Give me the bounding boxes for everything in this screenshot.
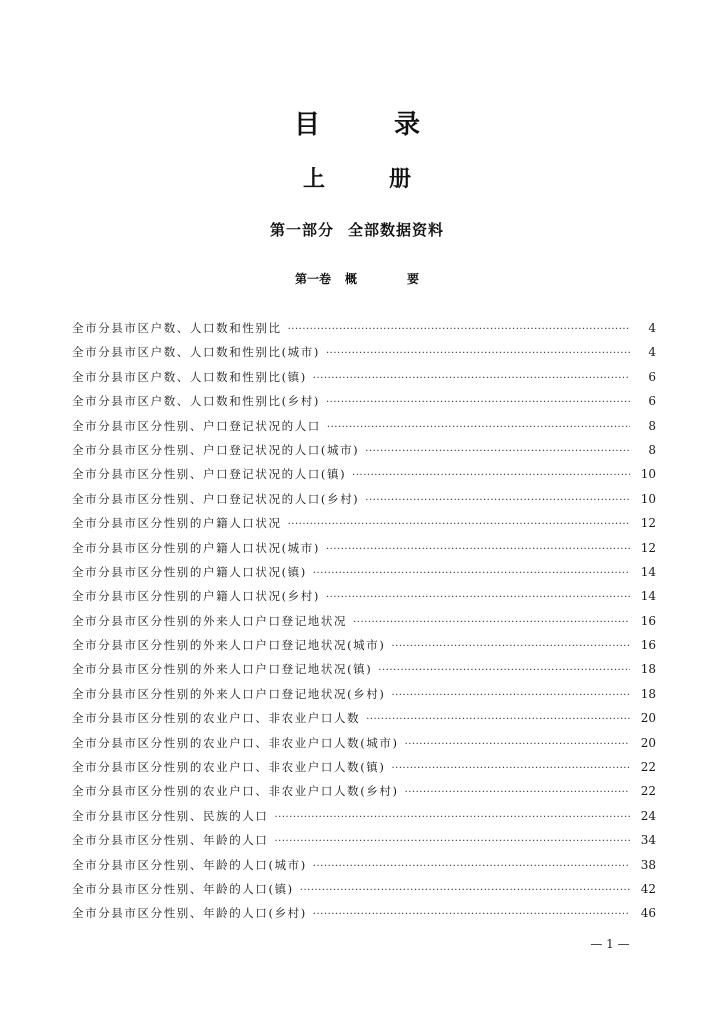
toc-entry-page: 8 [648,442,656,457]
toc-entry[interactable] [72,536,656,560]
toc-entry-title: 全市分县市区分性别的外来人口户口登记地状况(乡村) [72,686,386,701]
toc-entry[interactable] [72,731,656,755]
toc-leader-dots [326,538,630,562]
toc-entry-page: 4 [648,321,656,335]
part-title-number: 第一部分 [269,221,334,239]
toc-entry-title: 全市分县市区分性别、户口登记状况的人口 [72,418,321,433]
toc-entry[interactable] [72,511,656,535]
toc-entry-title: 全市分县市区分性别的农业户口、非农业户口人数(乡村) [72,784,399,799]
volume-title-char-1: 上 [302,167,325,192]
toc-entry-title: 全市分县市区分性别的农业户口、非农业户口人数 [72,711,361,726]
toc-title-char-2: 录 [393,110,420,140]
toc-leader-dots [313,367,630,391]
toc-entry-title: 全市分县市区分性别的户籍人口状况(镇) [72,564,307,579]
toc-entry-title: 全市分县市区分性别、年龄的人口 [72,833,269,848]
toc-entry-title: 全市分县市区户数、人口数和性别比(乡村) [72,394,320,409]
toc-leader-dots [391,684,630,708]
toc-entry-page: 22 [640,760,656,775]
toc-leader-dots [300,879,630,903]
toc-entry[interactable] [72,560,656,584]
toc-entry-title: 全市分县市区分性别、年龄的人口(城市) [72,857,307,872]
part-title [0,219,714,240]
chapter-title-char-1: 概 [344,272,357,286]
toc-entry[interactable] [72,779,656,803]
toc-leader-dots [366,708,630,732]
toc-leader-dots [405,781,630,805]
toc-entry[interactable] [72,365,656,389]
toc-entry-page: 10 [640,491,656,506]
toc-entry[interactable] [72,877,656,901]
toc-entry-title: 全市分县市区户数、人口数和性别比(城市) [72,345,320,360]
toc-leader-dots [391,635,630,659]
toc-entry-page: 18 [640,686,656,701]
toc-entry-title: 全市分县市区分性别、年龄的人口(镇) [72,881,294,896]
toc-leader-dots [326,391,630,415]
chapter-title [0,270,714,287]
toc-entry-title: 全市分县市区分性别、民族的人口 [72,808,269,823]
toc-entry-title: 全市分县市区分性别、户口登记状况的人口(城市) [72,442,360,457]
toc-entry-page: 4 [648,345,656,360]
toc-entry[interactable] [72,901,656,925]
toc-entry[interactable] [72,316,656,340]
toc-leader-dots [326,586,630,610]
toc-entry[interactable] [72,853,656,877]
toc-entry-title: 全市分县市区户数、人口数和性别比 [72,321,282,335]
toc-entry[interactable] [72,389,656,413]
toc-entry-title: 全市分县市区分性别的农业户口、非农业户口人数(城市) [72,735,399,750]
toc-entry[interactable] [72,828,656,852]
toc-entry[interactable] [72,462,656,486]
toc-entry-page: 6 [648,369,656,384]
toc-leader-dots [288,513,630,537]
toc-leader-dots [326,342,630,366]
toc-leader-dots [365,440,630,464]
toc-leader-dots [288,318,630,342]
toc-title [0,104,714,141]
toc-entry-page: 12 [640,540,656,555]
toc-entry-title: 全市分县市区分性别、年龄的人口(乡村) [72,906,307,921]
toc-entry-title: 全市分县市区分性别、户口登记状况的人口(镇) [72,467,347,482]
toc-entry[interactable] [72,340,656,364]
toc-leader-dots [327,416,630,440]
toc-leader-dots [378,659,630,683]
toc-entry-title: 全市分县市区分性别、户口登记状况的人口(乡村) [72,491,360,506]
chapter-title-char-2: 要 [407,272,420,286]
toc-entry-page: 10 [640,467,656,482]
toc-leader-dots [313,855,630,879]
toc-entry[interactable] [72,706,656,730]
toc-leader-dots [405,733,630,757]
toc-entry-page: 12 [640,516,656,531]
toc-entry-page: 38 [640,857,656,872]
toc-entry[interactable] [72,682,656,706]
toc-entry-title: 全市分县市区分性别的户籍人口状况(乡村) [72,589,320,604]
toc-entry-page: 20 [640,735,656,750]
toc-leader-dots [365,489,630,513]
toc-entry-page: 42 [640,881,656,896]
toc-entry-page: 46 [640,906,656,921]
toc-entry[interactable] [72,657,656,681]
toc-entry-page: 6 [648,394,656,409]
toc-entry[interactable] [72,487,656,511]
toc-entry[interactable] [72,804,656,828]
toc-leader-dots [391,757,630,781]
toc-entry[interactable] [72,633,656,657]
toc-entry-page: 14 [640,564,656,579]
toc-list [72,316,656,926]
chapter-title-number: 第一卷 [294,272,331,286]
toc-entry[interactable] [72,609,656,633]
toc-entry[interactable] [72,584,656,608]
page-number: — 1 — [590,937,630,951]
toc-entry-title: 全市分县市区分性别的户籍人口状况 [72,516,282,531]
volume-title-char-2: 册 [388,167,411,192]
toc-entry-page: 34 [640,833,656,848]
toc-entry-page: 22 [640,784,656,799]
volume-title [0,162,714,193]
part-title-name: 全部数据资料 [348,221,445,239]
toc-entry-title: 全市分县市区分性别的外来人口户口登记地状况(城市) [72,638,386,653]
toc-entry-page: 14 [640,589,656,604]
toc-leader-dots [313,903,630,927]
toc-entry-page: 8 [648,418,656,433]
toc-leader-dots [352,464,630,488]
toc-entry[interactable] [72,414,656,438]
toc-title-char-1: 目 [293,110,320,140]
toc-leader-dots [353,611,630,635]
toc-entry-title: 全市分县市区分性别的户籍人口状况(城市) [72,540,320,555]
toc-leader-dots [313,562,630,586]
toc-leader-dots [275,830,631,854]
toc-entry-title: 全市分县市区户数、人口数和性别比(镇) [72,369,307,384]
toc-leader-dots [275,806,631,830]
toc-entry-title: 全市分县市区分性别的外来人口户口登记地状况(镇) [72,662,373,677]
toc-entry[interactable] [72,438,656,462]
toc-entry[interactable] [72,755,656,779]
toc-entry-page: 18 [640,662,656,677]
toc-entry-page: 16 [640,638,656,653]
toc-entry-page: 24 [640,808,656,823]
toc-entry-title: 全市分县市区分性别的外来人口户口登记地状况 [72,613,348,628]
toc-entry-page: 20 [640,711,656,726]
toc-entry-page: 16 [640,613,656,628]
toc-entry-title: 全市分县市区分性别的农业户口、非农业户口人数(镇) [72,760,386,775]
